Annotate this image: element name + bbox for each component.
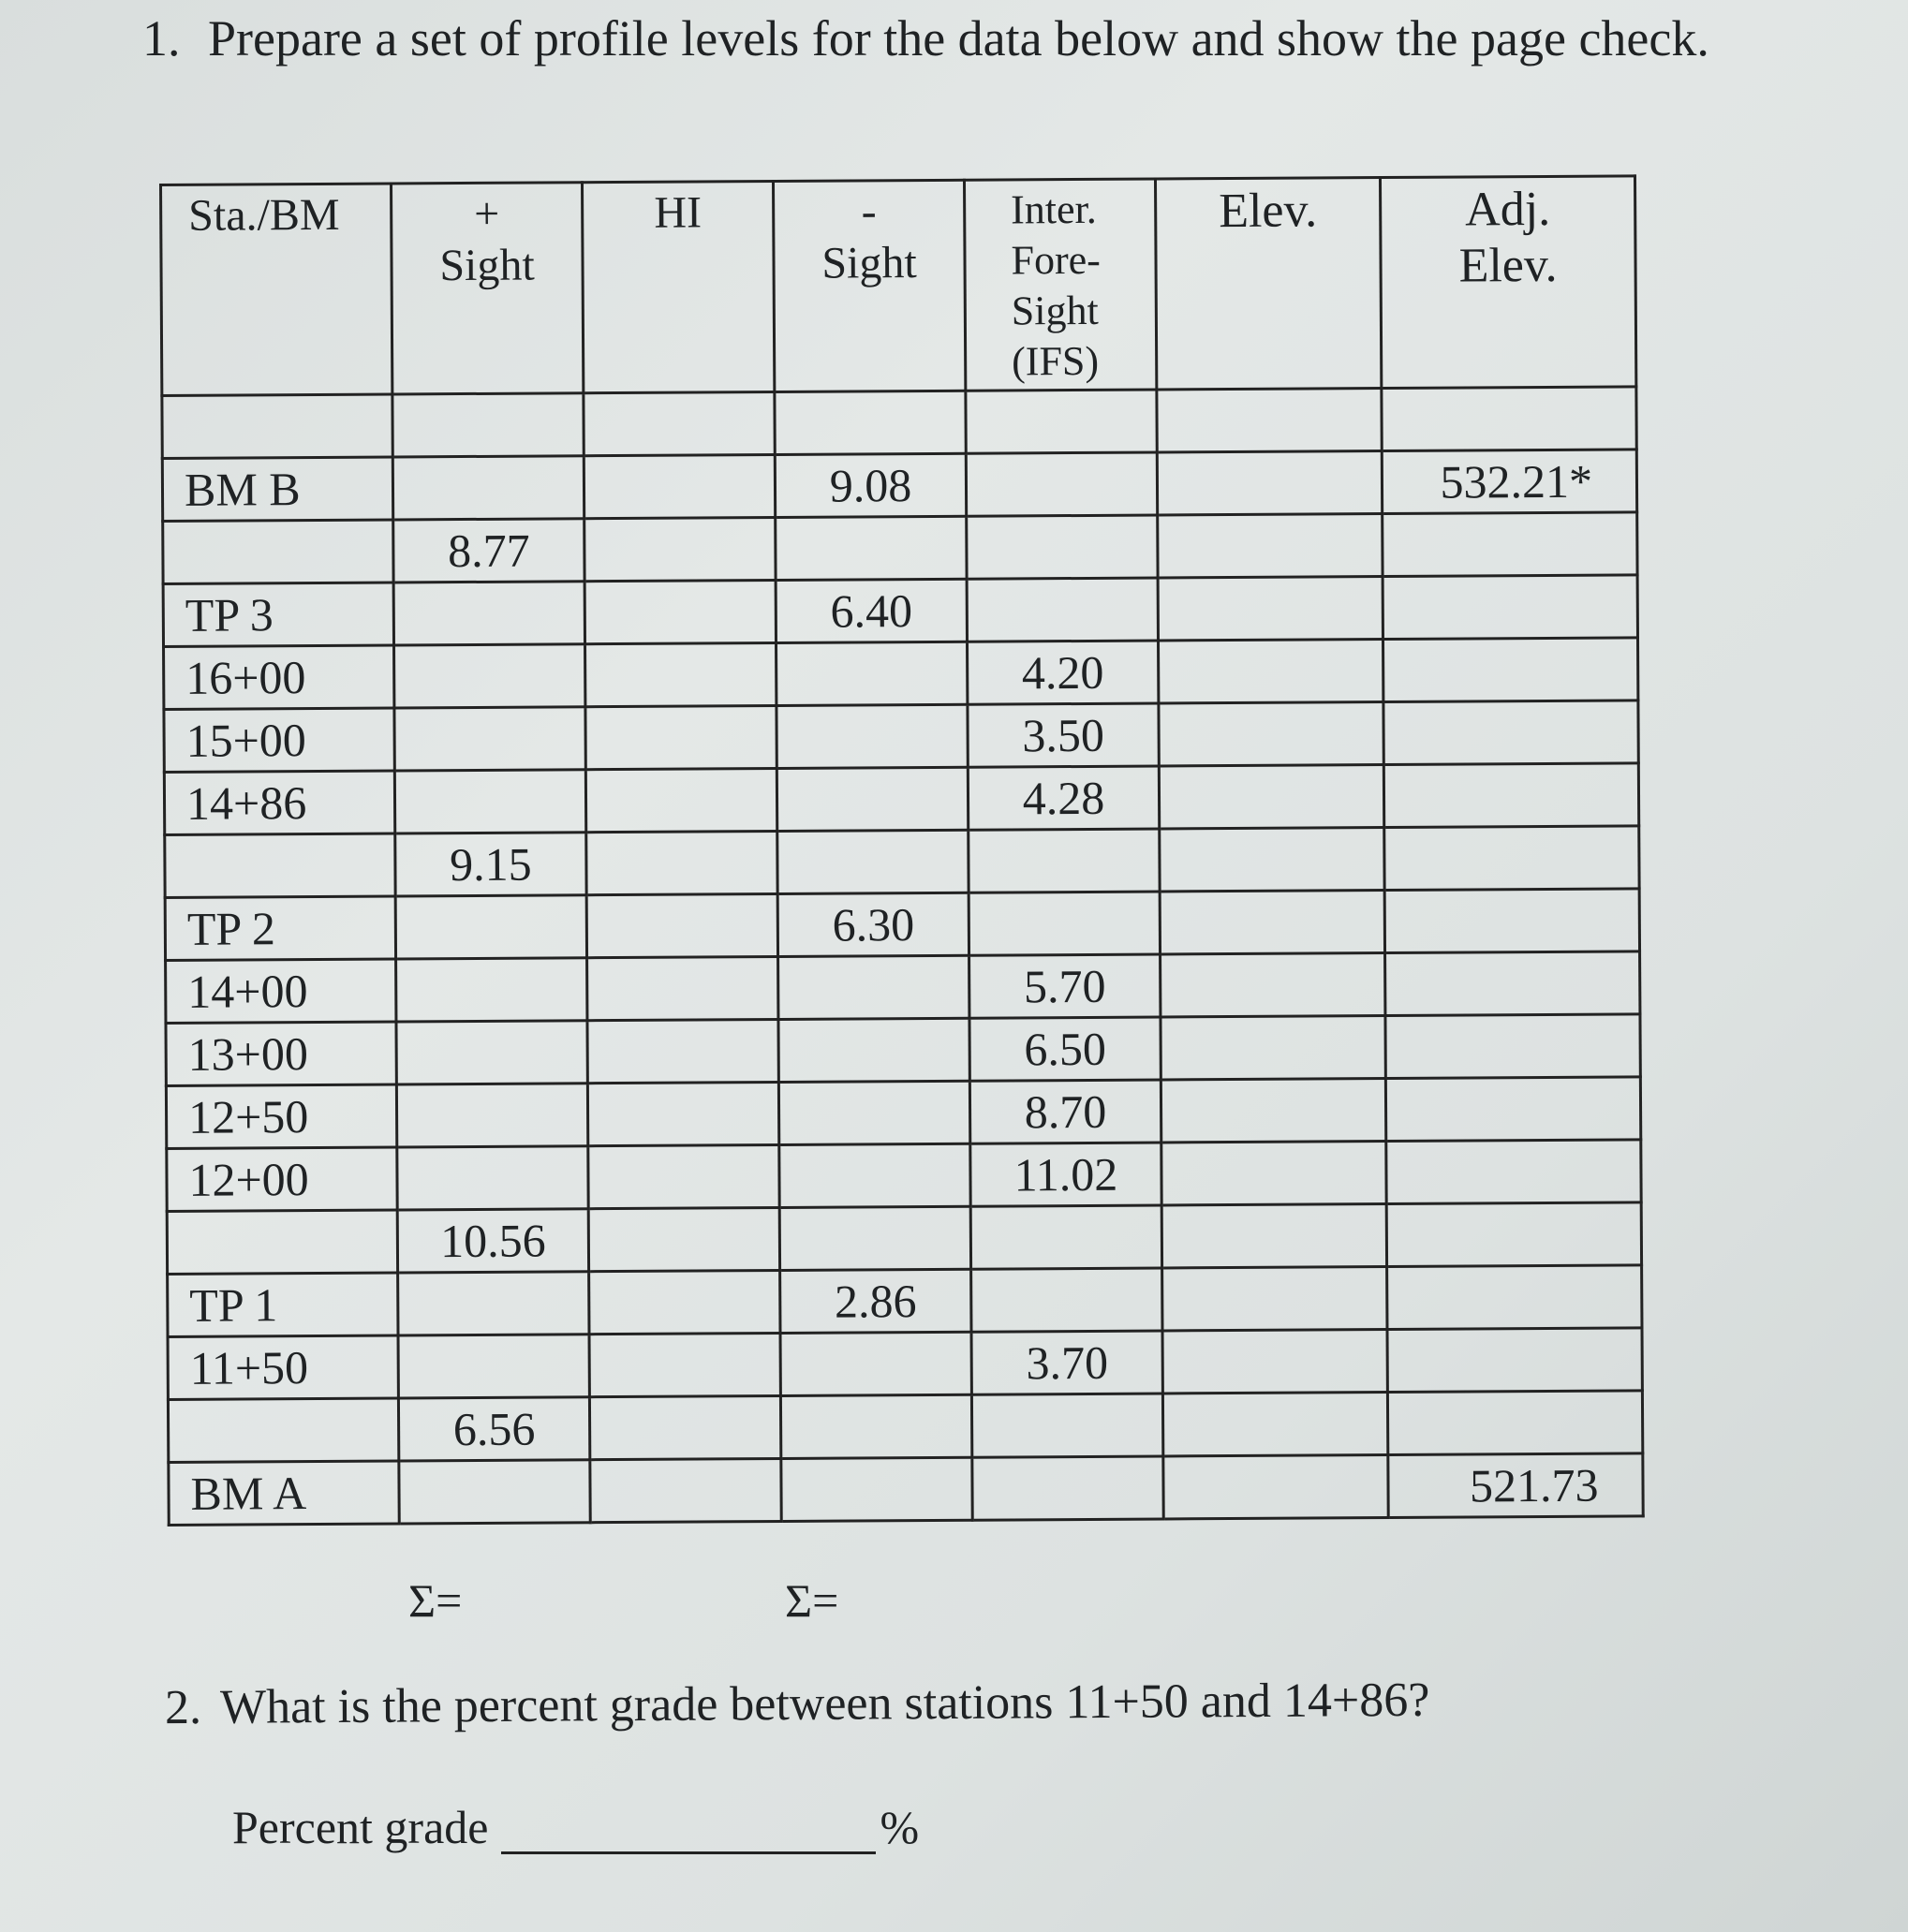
question-1 [142, 7, 1735, 69]
answer-line [232, 1800, 919, 1854]
adj-elev-cell[interactable] [1383, 701, 1638, 765]
ifs-cell[interactable] [966, 452, 1157, 516]
minus-sight-cell[interactable] [778, 1081, 969, 1144]
adj-elev-cell[interactable] [1384, 826, 1639, 891]
adj-elev-cell[interactable] [1383, 575, 1637, 640]
plus-sight-cell[interactable] [396, 958, 587, 1022]
elev-cell[interactable] [1160, 828, 1384, 892]
minus-sight-cell[interactable] [780, 1332, 971, 1395]
elev-cell[interactable] [1161, 953, 1385, 1017]
station-cell [162, 394, 392, 459]
hi-cell[interactable] [587, 1019, 778, 1083]
table-row [168, 1265, 1642, 1337]
plus-sight-cell[interactable]: 8.77 [393, 519, 584, 583]
hi-cell[interactable] [589, 1395, 780, 1459]
plus-sight-cell[interactable]: 10.56 [397, 1209, 588, 1273]
profile-level-sheet [159, 174, 1642, 1568]
table-row [162, 387, 1636, 459]
header-plus-sight [392, 183, 584, 394]
adj-elev-cell[interactable] [1385, 1014, 1640, 1079]
table-body [162, 387, 1643, 1526]
plus-sight-cell[interactable] [392, 393, 584, 457]
table-row [168, 1328, 1642, 1400]
station-cell: 15+00 [164, 708, 394, 773]
ifs-cell[interactable] [967, 515, 1158, 579]
question-2-number: 2. [164, 1680, 202, 1735]
ifs-line-3: Sight [1011, 287, 1099, 334]
minus-sight-cell[interactable]: 2.86 [780, 1269, 971, 1333]
plus-sight-cell[interactable] [395, 895, 586, 959]
adj-elev-cell[interactable] [1386, 1140, 1641, 1204]
station-cell: 14+00 [166, 959, 396, 1024]
minus-sight-cell[interactable] [777, 830, 969, 893]
station-cell: TP 3 [163, 583, 393, 647]
plus-sight-cell[interactable] [399, 1460, 590, 1524]
elev-cell[interactable] [1162, 1330, 1387, 1394]
minus-sight-cell[interactable] [776, 516, 967, 580]
plus-sight-cell[interactable] [394, 644, 585, 708]
header-station: Sta./BM [161, 184, 392, 395]
table-row [169, 1453, 1643, 1526]
station-cell: 16+00 [164, 645, 394, 710]
hi-cell[interactable] [587, 1082, 778, 1145]
adj-elev-cell[interactable] [1382, 387, 1636, 451]
table-row [164, 638, 1638, 710]
ifs-line-2: Fore- [1011, 236, 1101, 284]
ifs-cell[interactable]: 6.50 [969, 1017, 1161, 1081]
minus-sight-cell[interactable] [778, 1018, 969, 1082]
elev-cell[interactable] [1159, 640, 1383, 703]
station-cell: 12+00 [167, 1147, 397, 1212]
hi-cell[interactable] [589, 1270, 780, 1334]
table-row [164, 763, 1638, 835]
station-cell: 12+50 [166, 1084, 396, 1149]
minus-sight-cell[interactable] [779, 1143, 970, 1207]
table-row [166, 951, 1640, 1024]
table-row [165, 889, 1639, 961]
station-cell: 11+50 [168, 1335, 398, 1400]
plus-sight-cell[interactable] [398, 1335, 589, 1398]
table-row [164, 701, 1638, 773]
table-header-row [161, 176, 1636, 396]
percent-symbol: % [880, 1801, 920, 1853]
table-row [162, 450, 1636, 522]
elev-cell[interactable] [1163, 1455, 1388, 1519]
plus-sight-cell[interactable] [393, 582, 584, 645]
adj-elev-cell[interactable] [1383, 763, 1638, 828]
hi-cell[interactable] [588, 1144, 779, 1208]
adj-elev-cell[interactable] [1383, 512, 1637, 577]
hi-cell[interactable] [584, 517, 776, 581]
table-row [163, 512, 1637, 584]
question-2 [165, 1673, 1430, 1735]
station-cell: BM A [169, 1461, 399, 1526]
minus-sight-cell[interactable] [781, 1457, 972, 1521]
adj-line-2: Elev. [1458, 238, 1558, 293]
hi-cell[interactable] [586, 831, 777, 894]
adj-elev-cell[interactable] [1387, 1265, 1642, 1330]
profile-levels-table [159, 174, 1645, 1526]
elev-cell[interactable] [1159, 702, 1383, 766]
station-cell: 13+00 [166, 1022, 396, 1086]
adj-elev-cell[interactable]: 521.73 [1388, 1453, 1643, 1518]
answer-label: Percent grade [232, 1801, 489, 1853]
station-cell [167, 1210, 397, 1275]
ifs-cell[interactable] [971, 1394, 1162, 1457]
hi-cell[interactable] [586, 893, 777, 957]
ifs-cell[interactable]: 5.70 [969, 954, 1161, 1018]
plus-sight-label: Sight [439, 240, 535, 291]
header-adj-elev [1380, 176, 1635, 389]
table-row [163, 575, 1637, 647]
hi-cell[interactable] [584, 580, 776, 643]
table-row [167, 1202, 1641, 1275]
adj-elev-cell[interactable] [1385, 951, 1640, 1016]
hi-cell[interactable] [585, 768, 777, 832]
plus-sight-cell[interactable] [396, 1084, 587, 1147]
table-row [165, 826, 1639, 898]
ifs-line-4: (IFS) [1012, 337, 1100, 385]
plus-sight-cell[interactable] [394, 707, 585, 771]
header-hi: HI [583, 181, 775, 392]
adj-line-1: Adj. [1465, 182, 1551, 237]
minus-sight-cell[interactable] [777, 704, 968, 768]
plus-sight-cell[interactable] [396, 1021, 587, 1084]
ifs-cell[interactable]: 4.28 [968, 766, 1159, 830]
ifs-cell[interactable] [970, 1205, 1161, 1269]
hi-cell[interactable] [589, 1333, 780, 1396]
ifs-cell[interactable] [969, 892, 1160, 955]
minus-sight-cell[interactable] [777, 642, 968, 705]
hi-cell[interactable] [585, 705, 777, 769]
elev-cell[interactable] [1159, 765, 1383, 829]
hi-cell[interactable] [584, 391, 775, 455]
adj-elev-cell[interactable] [1386, 1202, 1641, 1267]
plus-sight-cell[interactable] [398, 1272, 589, 1335]
question-1-text: Prepare a set of profile levels for the data below and show the page check. [208, 10, 1709, 66]
elev-cell[interactable] [1161, 1142, 1386, 1205]
station-cell: 14+86 [164, 771, 394, 835]
minus-sight-cell[interactable]: 6.30 [777, 892, 969, 956]
elev-cell[interactable] [1158, 577, 1383, 641]
minus-sight-cell[interactable] [780, 1394, 971, 1458]
adj-elev-cell[interactable] [1385, 1077, 1640, 1142]
elev-cell[interactable] [1162, 1267, 1387, 1331]
header-ifs [964, 179, 1156, 391]
header-elev: Elev. [1155, 178, 1381, 390]
table-row [167, 1140, 1641, 1212]
hi-cell[interactable] [587, 956, 778, 1020]
elev-cell[interactable] [1161, 1204, 1386, 1268]
plus-sight-cell[interactable] [394, 770, 585, 833]
minus-sight-cell[interactable] [777, 767, 968, 831]
sum-plus-sight: Σ= [408, 1574, 463, 1627]
elev-cell[interactable] [1158, 514, 1383, 578]
table-row [168, 1391, 1642, 1463]
adj-elev-cell[interactable] [1387, 1391, 1642, 1455]
question-1-number: 1. [142, 10, 181, 66]
elev-cell[interactable] [1162, 1393, 1387, 1456]
hi-cell[interactable] [584, 454, 775, 518]
elev-cell[interactable] [1161, 1016, 1385, 1080]
ifs-cell[interactable] [972, 1456, 1163, 1520]
elev-cell[interactable] [1160, 891, 1384, 954]
adj-elev-cell[interactable] [1387, 1328, 1642, 1393]
table-row [166, 1014, 1640, 1086]
sum-minus-sight: Σ= [785, 1574, 839, 1627]
table-row [166, 1077, 1640, 1149]
header-minus-sight [773, 180, 965, 391]
station-cell [168, 1398, 398, 1463]
hi-cell[interactable] [588, 1207, 779, 1271]
plus-sight-cell[interactable] [397, 1146, 588, 1210]
station-cell [163, 520, 393, 584]
ifs-cell[interactable]: 11.02 [970, 1143, 1161, 1206]
ifs-cell[interactable]: 3.70 [971, 1331, 1162, 1394]
ifs-cell[interactable]: 4.20 [968, 641, 1159, 704]
ifs-cell[interactable]: 3.50 [968, 703, 1159, 767]
adj-elev-cell[interactable]: 532.21* [1382, 450, 1636, 514]
minus-sight-cell[interactable]: 6.40 [776, 579, 967, 642]
station-cell: TP 2 [165, 896, 395, 961]
ifs-cell[interactable] [966, 390, 1157, 453]
adj-elev-cell[interactable] [1383, 638, 1637, 702]
adj-elev-cell[interactable] [1384, 889, 1639, 953]
plus-sight-cell[interactable]: 6.56 [398, 1397, 589, 1461]
ifs-line-1: Inter. [1011, 185, 1097, 233]
plus-symbol: + [473, 188, 500, 239]
plus-sight-cell[interactable] [392, 456, 584, 520]
elev-cell[interactable] [1157, 389, 1382, 452]
minus-sight-cell[interactable] [778, 955, 969, 1019]
elev-cell[interactable] [1161, 1079, 1385, 1143]
ifs-cell[interactable] [967, 578, 1158, 642]
minus-sight-cell[interactable]: 9.08 [775, 453, 966, 517]
station-cell: BM B [162, 457, 392, 522]
question-2-text: What is the percent grade between stations 11+50 and 14+86? [219, 1673, 1430, 1734]
station-cell: TP 1 [168, 1273, 398, 1337]
plus-sight-cell[interactable]: 9.15 [395, 833, 586, 896]
minus-sight-cell[interactable] [775, 391, 966, 454]
hi-cell[interactable] [585, 642, 777, 706]
elev-cell[interactable] [1157, 451, 1382, 515]
minus-sight-label: Sight [821, 238, 917, 288]
station-cell [165, 833, 395, 898]
ifs-cell[interactable] [971, 1268, 1162, 1332]
minus-symbol: - [861, 186, 877, 237]
ifs-cell[interactable] [969, 829, 1160, 892]
answer-blank[interactable] [501, 1801, 876, 1854]
hi-cell[interactable] [590, 1458, 781, 1522]
ifs-cell[interactable]: 8.70 [969, 1080, 1161, 1143]
minus-sight-cell[interactable] [779, 1206, 970, 1270]
